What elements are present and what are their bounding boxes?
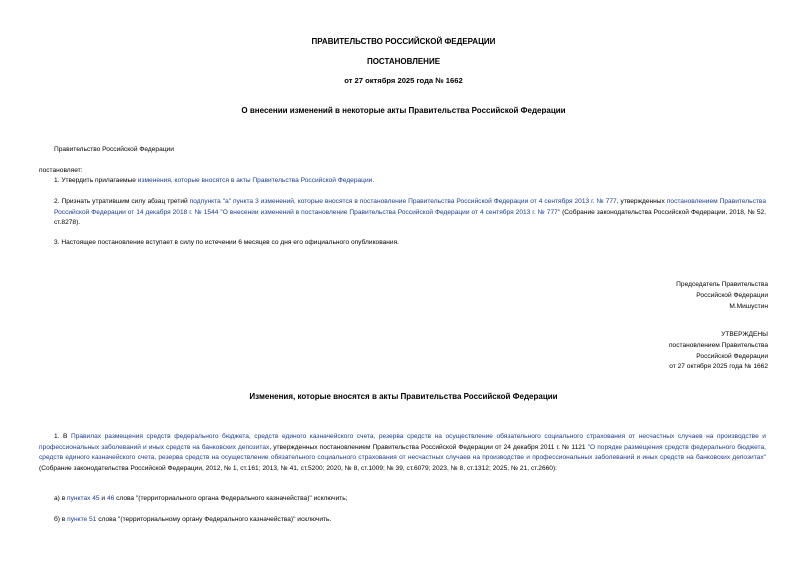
p2-mid: , утвержденных [616, 198, 667, 205]
b-point-51-link[interactable]: пункте 51 [67, 516, 97, 523]
approved-label: УТВЕРЖДЕНЫ [721, 331, 768, 338]
c1-prefix: 1. В [54, 433, 71, 440]
p1-changes-link[interactable]: изменения, которые вносятся в акты Правительства Российской Федерации [137, 177, 373, 184]
a-and: и [99, 495, 107, 502]
paragraph-1 [54, 176, 374, 186]
b-suffix: слова "(территориальному органу Федерального казначейства)" исключить. [96, 516, 332, 523]
government-heading: ПРАВИТЕЛЬСТВО РОССИЙСКОЙ ФЕДЕРАЦИИ [311, 37, 496, 46]
approval-block [669, 330, 768, 373]
changes-title: Изменения, которые вносятся в акты Правительства Российской Федерации [249, 392, 558, 401]
approved-date: от 27 октября 2025 года № 1662 [669, 363, 768, 371]
change-item-1 [39, 432, 766, 474]
p1-suffix: . [372, 177, 375, 184]
signature-block [676, 280, 768, 312]
c1-suffix: (Собрание законодательства Российской Федерации, 2012, № 1, ст.161; 2013, № 41, ст.5200; 2020, № 8, ст.1009; № 39, ст.6079; 2023, № 8, ст.1312; 2025, № 21, ст.2660): [39, 464, 557, 472]
document-title: О внесении изменений в некоторые акты Правительства Российской Федерации [241, 106, 566, 115]
paragraph-3: 3. Настоящее постановление вступает в силу по истечении 6 месяцев со дня его официального опубликования. [54, 239, 400, 246]
a-prefix: а) в [54, 495, 68, 502]
signature-position: Председатель Правительства [676, 281, 768, 288]
c1-decree-link[interactable]: "О порядке размещения средств федерального бюджета, средств единого казначейского счета, резерва средств на осуществление обязательного социального страхования от несчастных случаев на производстве и профессиональных заболеваний и иных средств на банковских депозитах" [39, 443, 766, 461]
approved-by: постановлением Правительства [668, 341, 768, 349]
c1-mid: , утвержденных постановлением Правительства Российской Федерации от 24 декабря 2011 г. № 1121 [269, 443, 588, 451]
approved-country: Российской Федерации [696, 352, 768, 360]
change-subitem-a [54, 494, 348, 504]
a-point-46-link[interactable]: 46 [106, 495, 115, 502]
a-point-45-link[interactable]: пунктах 45 [67, 495, 100, 502]
change-subitem-b [54, 515, 331, 525]
p1-prefix: 1. Утвердить прилагаемые [54, 177, 138, 184]
signature-name: М.Мишустин [729, 302, 768, 310]
b-prefix: б) в [54, 516, 68, 523]
signature-country: Российской Федерации [696, 291, 768, 299]
decides-line: постановляет: [39, 167, 83, 174]
government-line: Правительство Российской Федерации [54, 146, 174, 153]
c1-rules-link[interactable]: Правилах размещения средств федерального бюджета, средств единого казначейского счета, резерва средств на осуществление обязательного социального страхования от несчастных случаев на производстве и профессиональных заболеваний и иных средств на банковских депозитах [39, 433, 766, 451]
p2-decree-link[interactable]: постановлением Правительства Российской Федерации от 14 декабря 2018 г. № 1544 "О внесении изменений в постановление Правительства Российской Федерации от 4 сентября 2013 г. № 777" [54, 198, 766, 216]
date-number-heading: от 27 октября 2025 года № 1662 [344, 76, 463, 85]
p2-prefix: 2. Признать утратившим силу абзац третий [54, 198, 190, 205]
a-suffix: слова "(территориального органа Федерального казначейства)" исключить; [114, 495, 348, 502]
p2-suffix: (Собрание законодательства Российской Федерации, 2018, № 52, ст.8278). [54, 208, 766, 226]
p2-subitem-link[interactable]: подпункта "а" пункта 3 изменений, которые вносятся в постановление Правительства Российской Федерации от 4 сентября 2013 г. № 777 [189, 198, 617, 205]
doc-type-heading: ПОСТАНОВЛЕНИЕ [366, 57, 441, 66]
paragraph-2 [54, 197, 766, 229]
